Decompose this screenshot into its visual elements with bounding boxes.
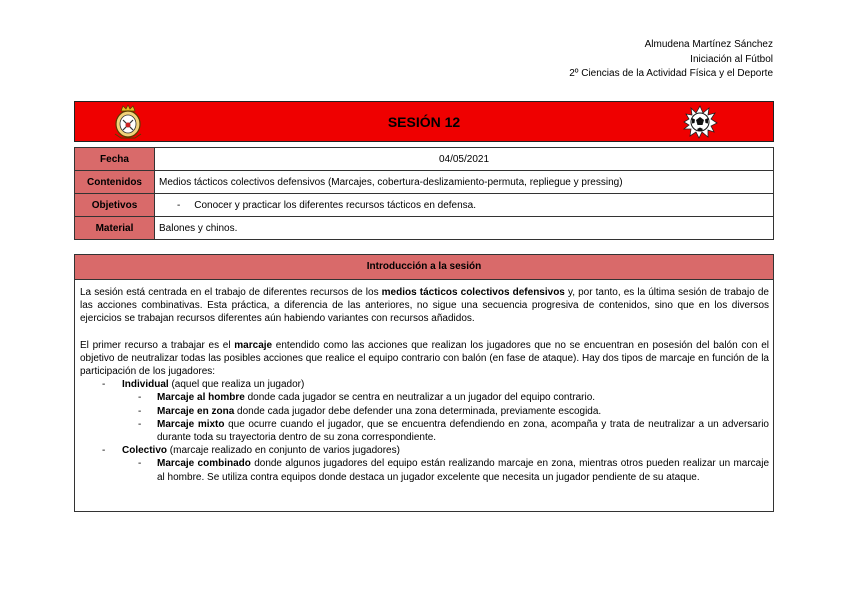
list-item: - Marcaje mixto que ocurre cuando el jugador, que se encuentra defendiendo en zona, acompaña y trata de neutralizar a un adversario durante toda su trayectoria dentro de su zona correspondiente. [80,418,769,444]
course-name: Iniciación al Fútbol [690,53,773,65]
objetivos-value: - Conocer y practicar los diferentes recursos tácticos en defensa. [155,194,774,217]
table-row [75,217,774,240]
author-name: Almudena Martínez Sánchez [644,39,773,50]
material-value: Balones y chinos. [155,217,774,240]
contenidos-label: Contenidos [75,171,155,194]
list-item: - Marcaje en zona donde cada jugador debe defender una zona determinada, previamente escogida. [80,405,769,418]
list-item: - Colectivo (marcaje realizado en conjunto de varios jugadores) [80,444,769,457]
intro-heading: Introducción a la sesión [74,254,774,280]
session-info-table [74,147,774,240]
session-title-bar [74,101,774,142]
fecha-value: 04/05/2021 [155,148,774,171]
contenidos-value: Medios tácticos colectivos defensivos (Marcajes, cobertura-deslizamiento-permuta, repliegue y pressing) [155,171,774,194]
marcaje-paragraph: El primer recurso a trabajar es el marcaje entendido como las acciones que realizan los jugadores que no se encuentran en posesión del balón con el objetivo de neutralizar todas las posibles acciones que realice el equipo contrario con balón (en fase de ataque). Hay dos tipos de marcaje en función de la participación de los jugadores: [80,339,769,378]
table-row [75,194,774,217]
list-item: - Marcaje combinado donde algunos jugadores del equipo están realizando marcaje en zona, mientras otros pueden realizar un marcaje al hombre. Se utiliza contra equipos donde destaca un jugador excelente que necesita un jugador pendiente de su ataque. [80,457,769,483]
table-row [75,171,774,194]
degree-name: 2º Ciencias de la Actividad Física y el Deporte [569,68,773,79]
document-header [569,38,773,82]
fecha-label: Fecha [75,148,155,171]
list-item: - Individual (aquel que realiza un jugador) [80,378,769,391]
soccer-ball-icon [682,105,718,139]
intro-body [74,280,774,512]
material-label: Material [75,217,155,240]
list-item: - Marcaje al hombre donde cada jugador se centra en neutralizar a un jugador del equipo contrario. [80,391,769,404]
intro-paragraph: La sesión está centrada en el trabajo de diferentes recursos de los medios tácticos colectivos defensivos y, por tanto, es la última sesión de trabajo de las acciones combinativas. Esta práctica, a diferencia de las anteriores, no sigue una secuencia progresiva de contenidos, sino que en los diversos ejercicios se trabajan recursos diferentes aún habiendo variantes con recursos añadidos. [80,287,769,325]
table-row [75,148,774,171]
session-title: SESIÓN 12 [387,114,461,130]
objetivos-label: Objetivos [75,194,155,217]
